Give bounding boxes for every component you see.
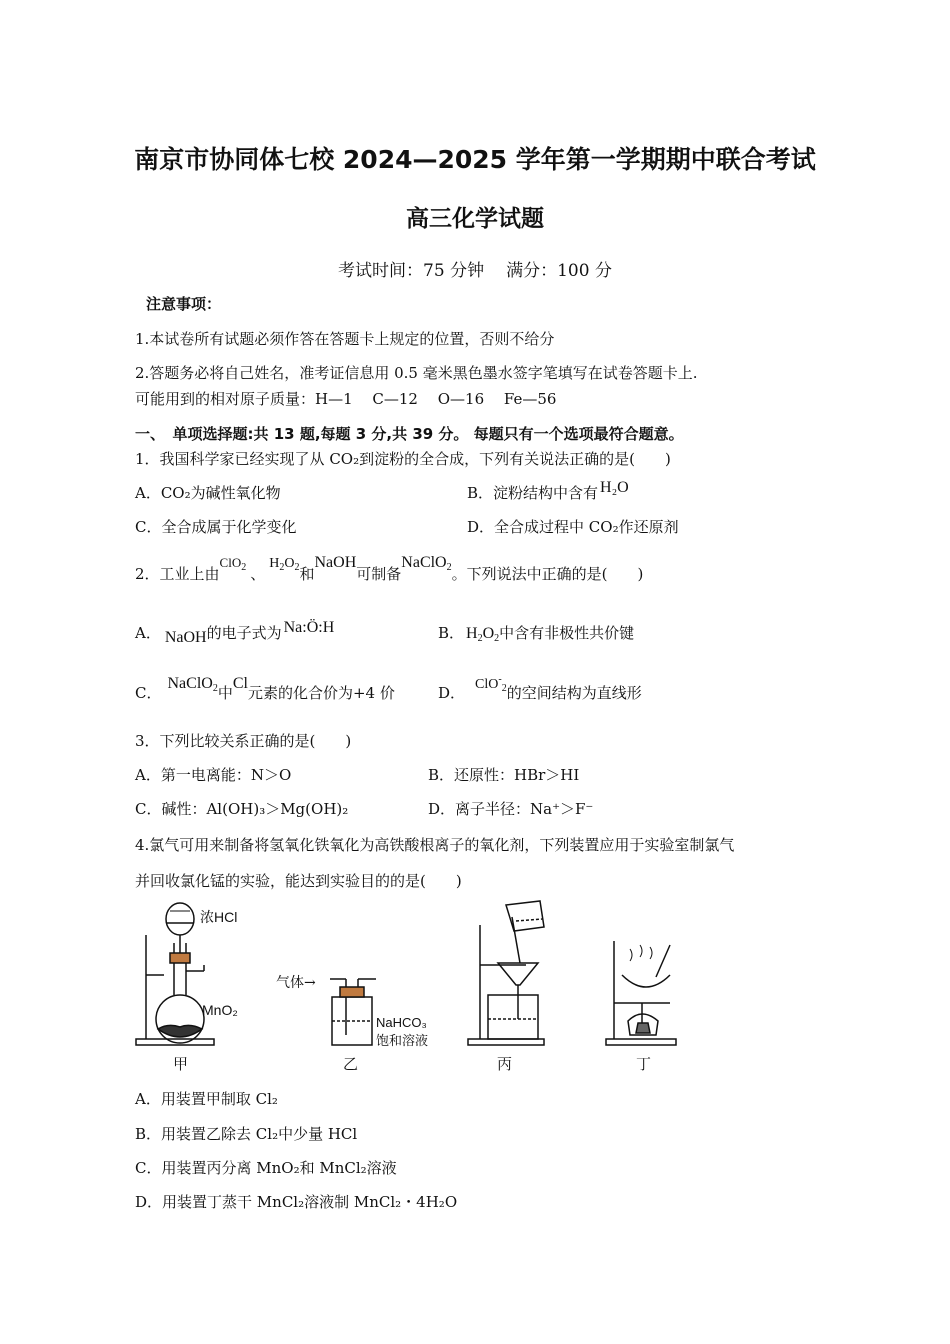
q2-c-mid: 中 bbox=[217, 684, 233, 702]
q2-option-a bbox=[135, 619, 335, 646]
apparatus-figure bbox=[130, 895, 690, 1075]
apparatus-bing bbox=[468, 901, 544, 1045]
q2-d-label: D． bbox=[438, 684, 466, 702]
q1-stem: 1．我国科学家已经实现了从 CO₂到淀粉的全合成，下列有关说法正确的是( ) bbox=[135, 450, 671, 468]
q1-option-b bbox=[467, 479, 629, 503]
q3-stem: 3．下列比较关系正确的是( ) bbox=[135, 732, 352, 750]
q2-d-sup: - bbox=[498, 674, 502, 685]
section-heading: 一、 单项选择题:共 13 题,每题 3 分,共 39 分。 每题只有一个选项最符合题意。 bbox=[135, 425, 684, 443]
q2-b-h: H bbox=[466, 625, 478, 642]
q2-d-sub: 2 bbox=[501, 683, 507, 694]
label-jia: 甲 bbox=[173, 1055, 189, 1073]
q3-option-b: B．还原性：HBr＞HI bbox=[428, 766, 580, 784]
q2-c-text: 元素的化合价为+4 价 bbox=[247, 684, 395, 702]
q2-a-formula: NaOH bbox=[164, 629, 207, 646]
q1-option-d: D．全合成过程中 CO₂作还原剂 bbox=[467, 518, 679, 536]
exam-score: 满分：100 分 bbox=[506, 261, 612, 281]
q2-h2o2-h: H bbox=[269, 556, 280, 571]
q2-naclo2-text: NaClO bbox=[401, 554, 447, 571]
q2-b-label: B． bbox=[438, 624, 465, 642]
q2-option-b bbox=[438, 622, 634, 644]
q2-c-sub: 2 bbox=[212, 683, 218, 694]
q2-h2o2-o: O bbox=[284, 556, 295, 571]
q2-option-d bbox=[438, 674, 642, 704]
notes-heading: 注意事项： bbox=[146, 295, 222, 313]
q4-option-a: A．用装置甲制取 Cl₂ bbox=[135, 1090, 278, 1108]
label-saturated: 饱和溶液 bbox=[376, 1034, 429, 1049]
q2-h2o2-sub2: 2 bbox=[294, 562, 300, 573]
label-ding: 丁 bbox=[636, 1055, 652, 1073]
q2-prep: 可制备 bbox=[356, 565, 402, 583]
q2-sep: 、 bbox=[250, 565, 266, 583]
q2-formula-clo2 bbox=[219, 555, 247, 573]
exam-time: 考试时间：75 分钟 bbox=[338, 261, 485, 281]
q2-formula-naclo2 bbox=[401, 554, 451, 571]
note-1: 1.本试卷所有试题必须作答在答题卡上规定的位置，否则不给分 bbox=[135, 330, 555, 348]
q1-option-b-formula: H₂O bbox=[600, 479, 629, 496]
q2-a-label: A． bbox=[135, 624, 161, 642]
q2-h2o2-sub1: 2 bbox=[279, 562, 285, 573]
q2-a-electron-dot: Na:Ö:H bbox=[283, 619, 335, 636]
q1-option-a: A．CO₂为碱性氧化物 bbox=[135, 484, 281, 502]
q2-stem bbox=[135, 554, 644, 585]
q2-d-text: 的空间结构为直线形 bbox=[506, 684, 642, 702]
q4-stem-line1: 4.氯气可用来制备将氢氧化铁氧化为高铁酸根离子的氧化剂，下列装置应用于实验室制氯气 bbox=[135, 836, 735, 854]
q3-option-c: C．碱性：Al(OH)₃＞Mg(OH)₂ bbox=[135, 800, 349, 818]
q2-stem-start: 2．工业上由 bbox=[135, 565, 220, 583]
q2-stem-end: 。下列说法中正确的是( ) bbox=[451, 565, 644, 583]
q4-option-c: C．用装置丙分离 MnO₂和 MnCl₂溶液 bbox=[135, 1159, 397, 1177]
q3-option-d: D．离子半径：Na⁺＞F⁻ bbox=[428, 800, 594, 818]
q2-d-formula bbox=[475, 674, 507, 694]
q2-c-naclo: NaClO bbox=[167, 675, 213, 692]
q2-c-cl: Cl bbox=[232, 675, 248, 692]
q3-option-a: A．第一电离能：N＞O bbox=[135, 766, 292, 784]
note-2: 2.答题务必将自己姓名，准考证信息用 0.5 毫米黑色墨水签字笔填写在试卷答题卡上. bbox=[135, 364, 698, 382]
exam-info bbox=[0, 256, 950, 281]
q2-naclo2-sub: 2 bbox=[446, 562, 452, 573]
q2-option-c bbox=[135, 675, 395, 704]
q2-d-clo: ClO bbox=[475, 677, 499, 692]
q2-formula-naoh: NaOH bbox=[314, 554, 357, 571]
label-bing: 丙 bbox=[497, 1055, 513, 1073]
q1-option-c: C．全合成属于化学变化 bbox=[135, 518, 297, 536]
q2-c-formula bbox=[167, 675, 217, 692]
q2-b-sub1: 2 bbox=[477, 633, 483, 644]
label-gas: 气体→ bbox=[276, 975, 316, 991]
q1-option-b-text: B．淀粉结构中含有 bbox=[467, 484, 599, 502]
q2-and: 和 bbox=[299, 565, 315, 583]
q2-clo2-sub: 2 bbox=[241, 562, 247, 573]
q4-option-b: B．用装置乙除去 Cl₂中少量 HCl bbox=[135, 1125, 358, 1143]
label-hcl: 浓HCl bbox=[200, 909, 238, 925]
q2-b-text: 中含有非极性共价键 bbox=[499, 624, 635, 642]
q2-clo2-text: ClO bbox=[219, 555, 242, 570]
atomic-masses: 可能用到的相对原子质量：H—1 C—12 O—16 Fe—56 bbox=[135, 390, 557, 408]
q4-stem-line2: 并回收氯化锰的实验，能达到实验目的的是( ) bbox=[135, 872, 462, 890]
label-nahco3: NaHCO₃ bbox=[376, 1015, 427, 1030]
q2-b-o: O bbox=[482, 625, 495, 642]
q2-b-formula bbox=[466, 625, 499, 642]
q2-formula-h2o2 bbox=[269, 556, 299, 571]
exam-subtitle: 高三化学试题 bbox=[406, 206, 544, 232]
apparatus-yi bbox=[330, 979, 376, 1045]
q2-c-label: C． bbox=[135, 684, 162, 702]
label-mno2: MnO₂ bbox=[202, 1002, 238, 1018]
q4-option-d: D．用装置丁蒸干 MnCl₂溶液制 MnCl₂・4H₂O bbox=[135, 1193, 458, 1211]
q2-b-sub2: 2 bbox=[494, 633, 500, 644]
q2-a-text: 的电子式为 bbox=[206, 624, 282, 642]
exam-title: 南京市协同体七校 2024—2025 学年第一学期期中联合考试 bbox=[134, 145, 816, 174]
label-yi: 乙 bbox=[343, 1055, 359, 1073]
apparatus-ding bbox=[606, 941, 676, 1045]
